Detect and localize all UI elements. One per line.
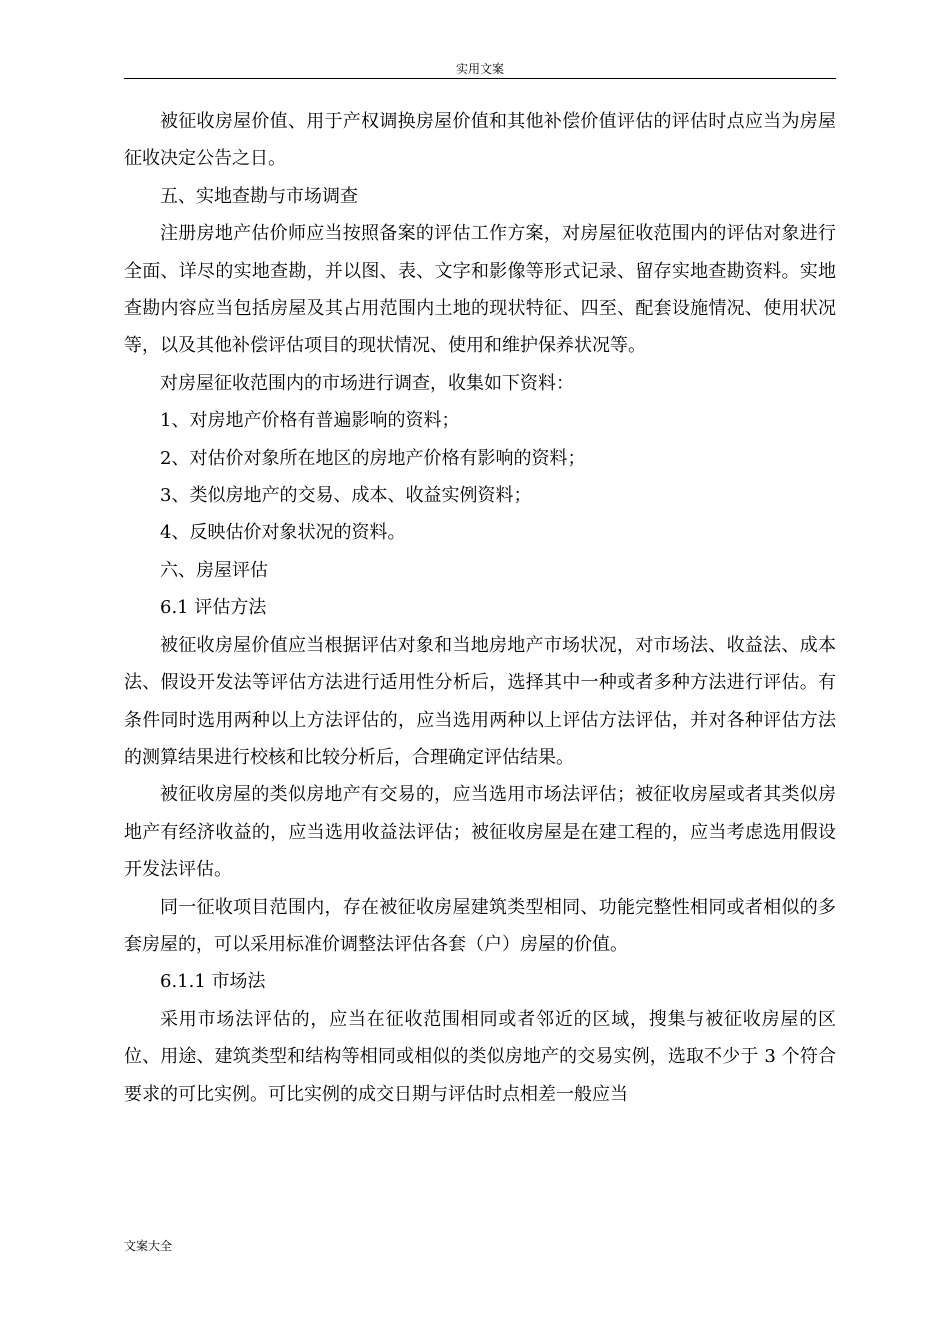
paragraph-methods: 被征收房屋价值应当根据评估对象和当地房地产市场状况，对市场法、收益法、成本法、假设开发法等评估方法进行适用性分析后，选择其中一种或者多种方法进行评估。有条件同时选用两种以上方法评估的，应当选用两种以上评估方法评估，并对各种评估方法的测算结果进行校核和比较分析后，合理确定评估结果。 (124, 634, 836, 768)
paragraph-method-selection: 被征收房屋的类似房地产有交易的，应当选用市场法评估；被征收房屋或者其类似房地产有经济收益的，应当选用收益法评估；被征收房屋是在建工程的，应当考虑选用假设开发法评估。 (124, 784, 836, 881)
page-header (124, 62, 836, 79)
section-heading-6: 六、房屋评估 (160, 559, 268, 581)
paragraph-market-method: 采用市场法评估的，应当在征收范围相同或者邻近的区域，搜集与被征收房屋的区位、用途、建筑类型和结构等相同或相似的类似房地产的交易实例，选取不少于 3 个符合要求的可比实例。可比实例的成交日期与评估时点相差一般应当 (124, 1008, 836, 1105)
paragraph-valuation-date: 被征收房屋价值、用于产权调换房屋价值和其他补偿价值评估的评估时点应当为房屋征收决定公告之日。 (124, 111, 836, 170)
header-title: 实用文案 (455, 62, 504, 76)
list-item-2: 2、对估价对象所在地区的房地产价格有影响的资料； (160, 447, 586, 469)
paragraph-market-survey: 对房屋征收范围内的市场进行调查，收集如下资料： (160, 372, 574, 394)
section-heading-5: 五、实地查勘与市场调查 (160, 185, 358, 207)
list-item-1: 1、对房地产价格有普遍影响的资料； (160, 410, 460, 432)
document-body (124, 103, 836, 1113)
list-item-3: 3、类似房地产的交易、成本、收益实例资料； (160, 485, 532, 507)
page-footer (124, 1239, 172, 1253)
paragraph-standard-price: 同一征收项目范围内，存在被征收房屋建筑类型相同、功能完整性相同或者相似的多套房屋的，可以采用标准价调整法评估各套（户）房屋的价值。 (124, 896, 836, 955)
footer-text: 文案大全 (124, 1239, 173, 1253)
paragraph-site-inspection: 注册房地产估价师应当按照备案的评估工作方案，对房屋征收范围内的评估对象进行全面、详尽的实地查勘，并以图、表、文字和影像等形式记录、留存实地查勘资料。实地查勘内容应当包括房屋及其占用范围内土地的现状特征、四至、配套设施情况、使用状况等，以及其他补偿评估项目的现状情况、使用和维护保养状况等。 (124, 223, 836, 357)
list-item-4: 4、反映估价对象状况的资料。 (160, 522, 406, 544)
subsection-heading-6-1: 6.1 评估方法 (160, 597, 267, 619)
subsection-heading-6-1-1: 6.1.1 市场法 (160, 971, 266, 993)
